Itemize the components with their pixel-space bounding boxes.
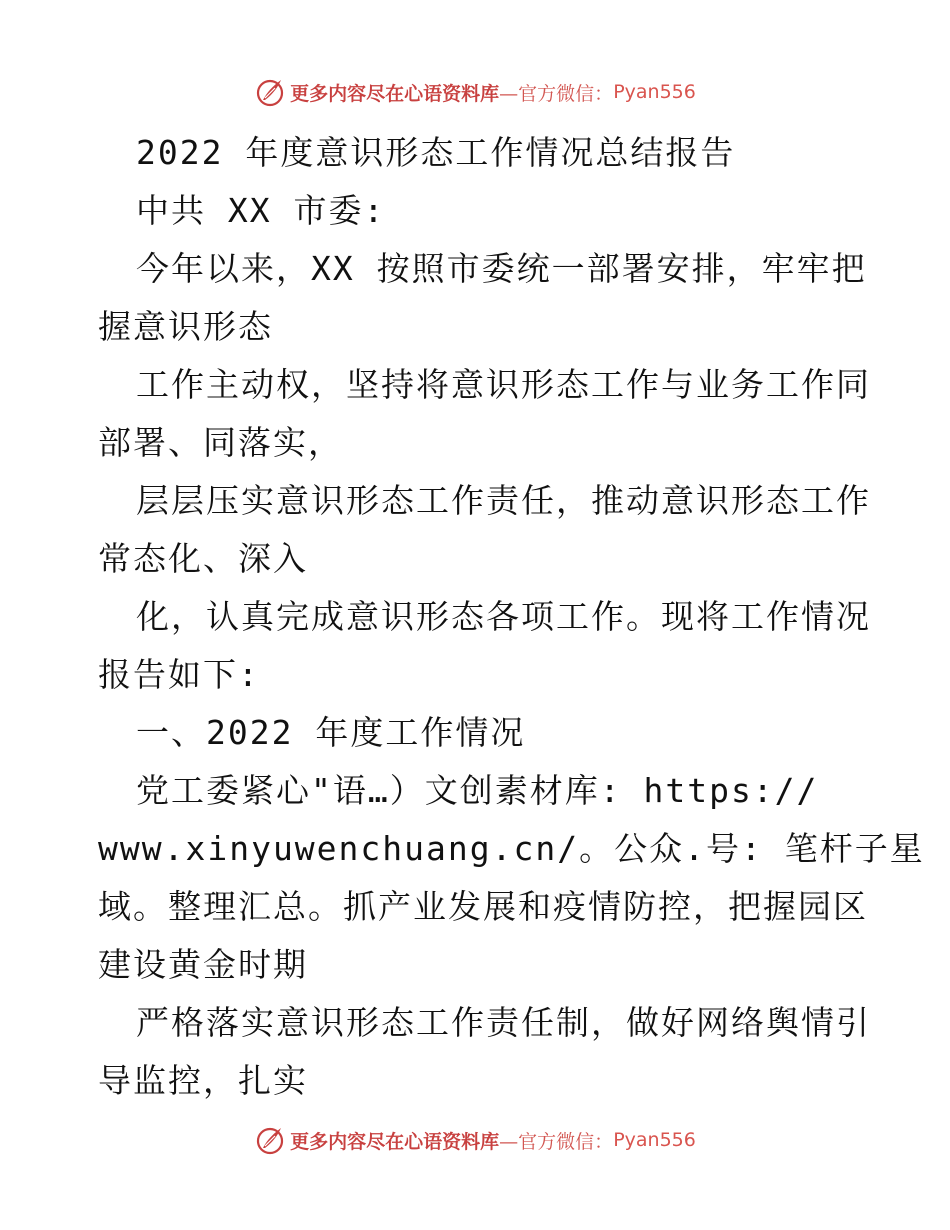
body-line: 域。整理汇总。抓产业发展和疫情防控，把握园区	[98, 887, 868, 926]
body-line: 严格落实意识形态工作责任制，做好网络舆情引	[136, 1003, 871, 1042]
watermark-suffix: —官方微信：	[499, 1130, 614, 1153]
section-heading: 一、2022 年度工作情况	[136, 713, 526, 752]
watermark-suffix: —官方微信：	[499, 82, 614, 105]
footer-watermark-banner	[0, 1120, 950, 1160]
body-line: 建设黄金时期	[98, 945, 308, 984]
watermark-text: 更多内容尽在心语资料库	[290, 1130, 500, 1153]
header-watermark-banner	[0, 72, 950, 112]
body-line: 层层压实意识形态工作责任，推动意识形态工作	[136, 481, 871, 520]
body-line: 导监控，扎实	[98, 1061, 308, 1100]
watermark-handle: Pyan556	[613, 1129, 696, 1151]
watermark-handle: Pyan556	[613, 81, 696, 103]
watermark-text: 更多内容尽在心语资料库	[290, 82, 500, 105]
body-line: 工作主动权，坚持将意识形态工作与业务工作同	[136, 365, 871, 404]
body-line: www.xinyuwenchuang.cn/。公众.号: 笔杆子星	[98, 829, 925, 868]
document-body	[98, 124, 925, 1110]
document-title: 2022 年度意识形态工作情况总结报告	[136, 133, 736, 172]
body-line: 党工委紧心"语…）文创素材库: https://	[136, 771, 819, 810]
body-line: 今年以来，XX 按照市委统一部署安排，牢牢把	[136, 249, 867, 288]
body-line: 常态化、深入	[98, 539, 308, 578]
body-line: 报告如下:	[98, 655, 260, 694]
salutation-line: 中共 XX 市委:	[136, 191, 386, 230]
body-line: 握意识形态	[98, 307, 273, 346]
body-line: 化，认真完成意识形态各项工作。现将工作情况	[136, 597, 871, 636]
body-line: 部署、同落实，	[98, 423, 343, 462]
feather-pen-logo-icon	[254, 76, 286, 108]
feather-pen-logo-icon	[254, 1124, 286, 1156]
